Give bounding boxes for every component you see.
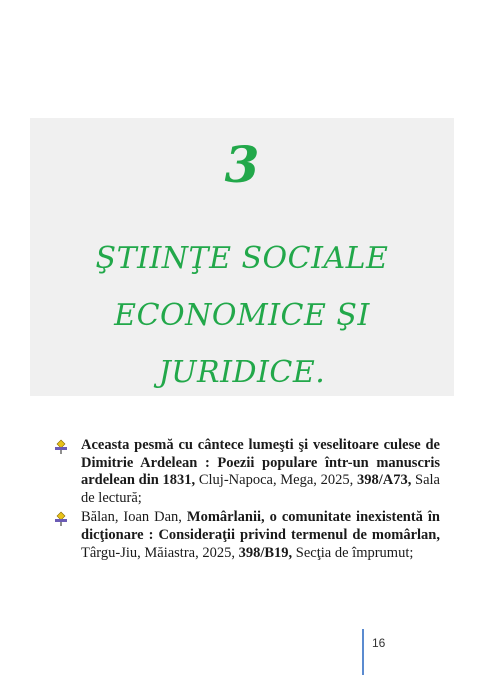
chapter-title-line: ECONOMICE ŞI <box>114 298 370 333</box>
bibliography-entry <box>52 509 440 562</box>
chapter-title-line: JURIDICE. <box>158 355 326 390</box>
bibliography-list <box>52 437 440 564</box>
chapter-title <box>30 230 454 401</box>
entry-call-number: 398/A73, <box>356 472 412 489</box>
entry-author: Bălan, Ioan Dan, <box>81 509 187 526</box>
pushpin-bullet-icon <box>52 511 70 527</box>
pushpin-bullet-icon <box>52 439 70 455</box>
entry-location: Sala de lectură; <box>81 472 440 506</box>
chapter-banner <box>30 118 454 396</box>
bibliography-entry <box>52 437 440 507</box>
chapter-title-line: ŞTIINŢE SOCIALE <box>95 241 389 276</box>
footer-rule <box>362 629 364 675</box>
entry-publication: Târgu-Jiu, Măiastra, 2025, <box>81 544 239 561</box>
entry-text <box>81 437 440 507</box>
entry-title: Momârlanii, o comunitate inexistentă în dicţionare : Consideraţii privind termenul de momârlan, <box>81 509 440 543</box>
chapter-number: 3 <box>224 135 260 194</box>
entry-location: Secţia de împrumut; <box>292 544 414 561</box>
page-number: 16 <box>372 636 386 650</box>
entry-text <box>81 509 440 562</box>
entry-call-number: 398/B19, <box>238 544 293 561</box>
entry-publication: Cluj-Napoca, Mega, 2025, <box>195 472 357 489</box>
entry-title: Aceasta pesmă cu cântece lumeşti şi veselitoare culese de Dimitrie Ardelean : Poezii populare într-un manuscris ardelean din 1831, <box>81 437 440 489</box>
